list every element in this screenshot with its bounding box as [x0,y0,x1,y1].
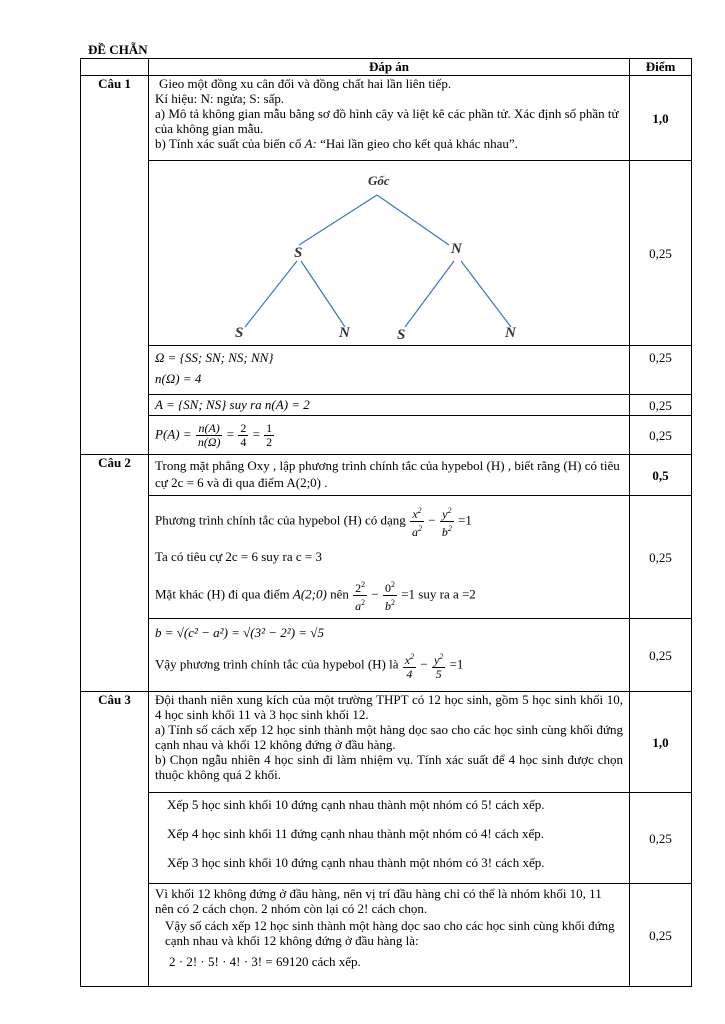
q3-step2-score: 0,25 [630,884,692,987]
tree-diagram [149,161,630,346]
q3-step1: Xếp 5 học sinh khối 10 đứng cạnh nhau thành một nhóm có 5! cách xếp. Xếp 4 học sinh khối 11 đứng cạnh nhau thành một nhóm có 4! cách xếp. Xếp 3 học sinh khối 10 đứng cạnh nhau thành một nhóm có 3! cách xếp. [149,793,630,884]
q1-omega-row [81,346,692,395]
header-answer: Đáp án [149,59,630,76]
q2-row [81,455,692,496]
q1-line: Gieo một đồng xu cân đối và đồng chất hai lần liên tiếp. [159,76,452,91]
page-title: ĐỀ CHẴN [88,42,148,57]
tree-score: 0,25 [630,161,692,346]
tree-edge [301,261,345,327]
tree-node: S [235,325,244,341]
q1-line: a) Mô tả không gian mẫu bằng sơ đồ hình cây và liệt kê các phần tử. Xác định số phần tử của không gian mẫu. [155,106,619,136]
q2-step1: Phương trình chính tắc của hypebol (H) có dạng $\frac{x^2}{a^2}$ − $\frac{y^2}{b^2}$ =1 Ta có tiêu cự 2c = 6 suy ra c = 3 Mặt khác (H) đi qua điểm A(2;0) nên $\frac{2^2}{a^2}$ − $\frac{0^2}{b^2}$ =1 suy ra a =2 [149,496,630,619]
q2-step1-score: 0,25 [630,496,692,619]
q3-step1-row [81,793,692,884]
tree-node: N [451,241,462,257]
tree-edge [245,261,297,327]
tree-node: S [294,245,303,261]
q3-label: Câu 3 [81,692,149,987]
table-header-row [81,59,692,76]
tree-node: N [339,325,350,341]
fraction: $\frac{1}{2}$ [266,420,273,449]
q2-step2: b = √(c² − a²) = √(3² − 2²) = √5 Vậy phương trình chính tắc của hypebol (H) là $\frac{x^2}{4}$ − $\frac{y^2}{5}$ =1 [149,619,630,692]
omega-cell [149,346,630,395]
omega-set: Ω = {SS; SN; NS; NN} [155,350,274,365]
q3-step2: Vì khối 12 không đứng ở đầu hàng, nên vị trí đầu hàng chỉ có thể là nhóm khối 10, 11 nên có 2 cách chọn. 2 nhóm còn lại có 2! cách chọn. Vậy số cách xếp 12 học sinh thành một hàng dọc sao cho các học sinh cùng khối đứng cạnh nhau và khối 12 không đứng ở đầu hàng là: 2 · 2! · 5! · 4! · 3! = 69120 cách xếp. [149,884,630,987]
fraction: $\frac{2}{4}$ [240,420,247,449]
q1-tree-row [81,161,692,346]
q1-line: Kí hiệu: N: ngửa; S: sấp. [155,91,285,106]
tree-node: S [397,327,406,343]
q1-setA-row [81,395,692,416]
omega-score: 0,25 [630,346,692,395]
q1-line: b) Tính xác suất của biến cố A: “Hai lần gieo cho kết quả khác nhau”. [155,136,518,151]
q3-step2-row [81,884,692,987]
q3-step1-score: 0,25 [630,793,692,884]
tree-edge [377,195,449,245]
q3-statement: Đội thanh niên xung kích của một trường THPT có 12 học sinh, gồm 5 học sinh khối 10, 4 học sinh khối 11 và 3 học sinh khối 12. a) Tính số cách xếp 12 học sinh thành một hàng dọc sao cho các học sinh cùng khối đứng cạnh nhau và khối 12 không đứng ở đầu hàng. b) Chọn ngẫu nhiên 4 học sinh đi làm nhiệm vụ. Tính xác suất để 4 học sinh được chọn thuộc không quá 2 khối. [149,692,630,793]
q2-step1-row [81,496,692,619]
q2-statement: Trong mặt phẳng Oxy , lập phương trình chính tắc của hypebol (H) , biết rằng (H) có tiêu cự 2c = 6 và đi qua điểm A(2;0) . [149,455,630,496]
q1-label: Câu 1 [81,76,149,455]
tree-edge [405,261,454,327]
tree-svg [149,161,630,345]
tree-node: N [505,325,516,341]
answer-table [80,58,692,987]
q1-score: 1,0 [630,76,692,161]
tree-edge [299,195,377,245]
header-score: Điểm [630,59,692,76]
q2-step2-row [81,619,692,692]
header-empty [81,59,149,76]
setA-score: 0,25 [630,395,692,416]
q3-row [81,692,692,793]
prob-cell: P(A) = $\frac{n(A)}{n(\Omega)}$ = $\frac{2}{4}$ = $\frac{1}{2}$ [149,416,630,455]
q3-score: 1,0 [630,692,692,793]
q1-statement [149,76,630,161]
omega-count: n(Ω) = 4 [155,371,202,386]
prob-score: 0,25 [630,416,692,455]
q2-score: 0,5 [630,455,692,496]
q1-prob-row [81,416,692,455]
q2-label: Câu 2 [81,455,149,692]
fraction: $\frac{n(A)}{n(\Omega)}$ [197,420,221,449]
tree-edge [461,261,511,327]
q2-step2-score: 0,25 [630,619,692,692]
q1-row [81,76,692,161]
setA-cell: A = {SN; NS} suy ra n(A) = 2 [149,395,630,416]
tree-root: Gốc [368,173,390,188]
